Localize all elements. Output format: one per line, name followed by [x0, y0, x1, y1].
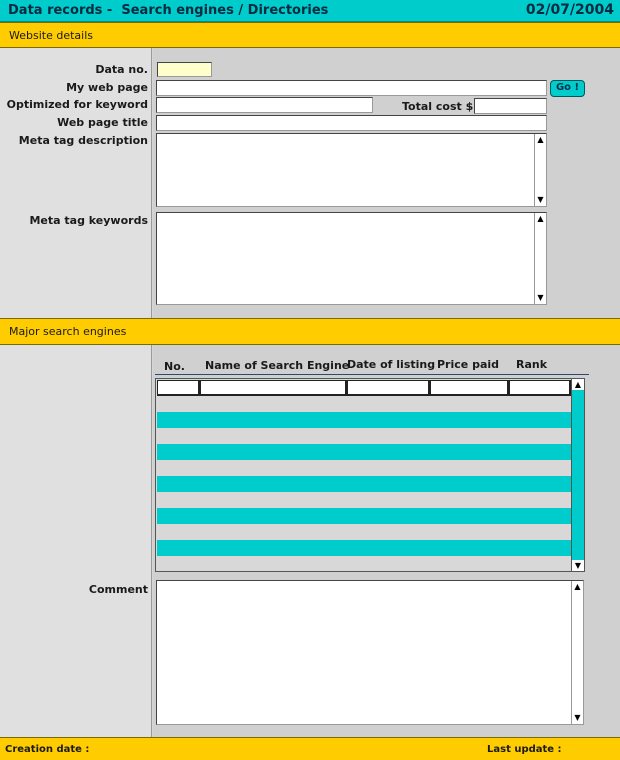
- total-cost-input[interactable]: [474, 98, 547, 114]
- row-date-cell[interactable]: [347, 380, 430, 396]
- col-header-price-paid: Price paid: [437, 358, 500, 371]
- title-bar: [0, 0, 620, 22]
- table-row[interactable]: [157, 444, 571, 460]
- data-no-field[interactable]: [157, 62, 212, 77]
- portal-scrollbar[interactable]: [571, 379, 584, 571]
- section-header-engines: [0, 318, 620, 345]
- col-header-engine-name: Name of Search Engine: [205, 359, 350, 372]
- table-row[interactable]: [157, 508, 571, 524]
- table-row[interactable]: [157, 524, 571, 540]
- section-label-engines: Major search engines: [9, 325, 127, 338]
- data-no-label: Data no.: [95, 63, 148, 76]
- meta-description-scrollbar[interactable]: [534, 134, 546, 206]
- table-row[interactable]: [157, 556, 571, 570]
- keyword-label: Optimized for keyword: [6, 98, 148, 111]
- web-page-title-label: Web page title: [57, 116, 148, 129]
- meta-description-textarea[interactable]: [156, 133, 547, 207]
- table-row[interactable]: [157, 428, 571, 444]
- scroll-up-icon[interactable]: ▲: [537, 135, 544, 144]
- row-price-cell[interactable]: [430, 380, 509, 396]
- meta-keywords-scrollbar[interactable]: [534, 213, 546, 304]
- section-label-website: Website details: [9, 29, 93, 42]
- scroll-up-icon[interactable]: ▲: [574, 582, 581, 591]
- total-cost-label: Total cost $: [402, 100, 474, 113]
- table-row[interactable]: [157, 412, 571, 428]
- scroll-down-icon[interactable]: ▼: [537, 293, 544, 302]
- row-no-cell[interactable]: [157, 380, 200, 396]
- current-date: 02/07/2004: [525, 2, 614, 18]
- meta-keywords-textarea[interactable]: [156, 212, 547, 305]
- creation-date-label: Creation date :: [5, 744, 90, 755]
- meta-description-label: Meta tag description: [18, 134, 148, 147]
- meta-keywords-label: Meta tag keywords: [29, 214, 148, 227]
- row-rank-cell[interactable]: [509, 380, 571, 396]
- header-divider: [155, 374, 589, 375]
- section-header-website: [0, 22, 620, 48]
- col-header-no: No.: [164, 360, 185, 373]
- scroll-up-icon[interactable]: ▲: [572, 379, 584, 390]
- window-title: Data records - Search engines / Directories: [8, 3, 329, 18]
- table-row[interactable]: [157, 460, 571, 476]
- web-page-label: My web page: [66, 81, 148, 94]
- go-button[interactable]: Go !: [550, 80, 585, 97]
- col-header-date-of-listing: Date of listing: [347, 358, 436, 371]
- engines-left-panel: [0, 345, 152, 737]
- table-row[interactable]: [157, 476, 571, 492]
- comment-label: Comment: [88, 583, 148, 596]
- keyword-input[interactable]: [156, 97, 373, 113]
- scroll-up-icon[interactable]: ▲: [537, 214, 544, 223]
- footer-bar: [0, 737, 620, 760]
- last-update-label: Last update :: [487, 744, 562, 755]
- scroll-down-icon[interactable]: ▼: [574, 713, 581, 722]
- table-row[interactable]: [157, 492, 571, 508]
- scroll-down-icon[interactable]: ▼: [572, 560, 584, 571]
- scroll-down-icon[interactable]: ▼: [537, 195, 544, 204]
- comment-scrollbar[interactable]: [571, 581, 583, 724]
- table-row[interactable]: [157, 396, 571, 412]
- comment-textarea[interactable]: [156, 580, 584, 725]
- web-page-input[interactable]: [156, 80, 547, 96]
- table-row[interactable]: [157, 540, 571, 556]
- col-header-rank: Rank: [516, 358, 548, 371]
- web-page-title-input[interactable]: [156, 115, 547, 131]
- row-engine-name-cell[interactable]: [200, 380, 347, 396]
